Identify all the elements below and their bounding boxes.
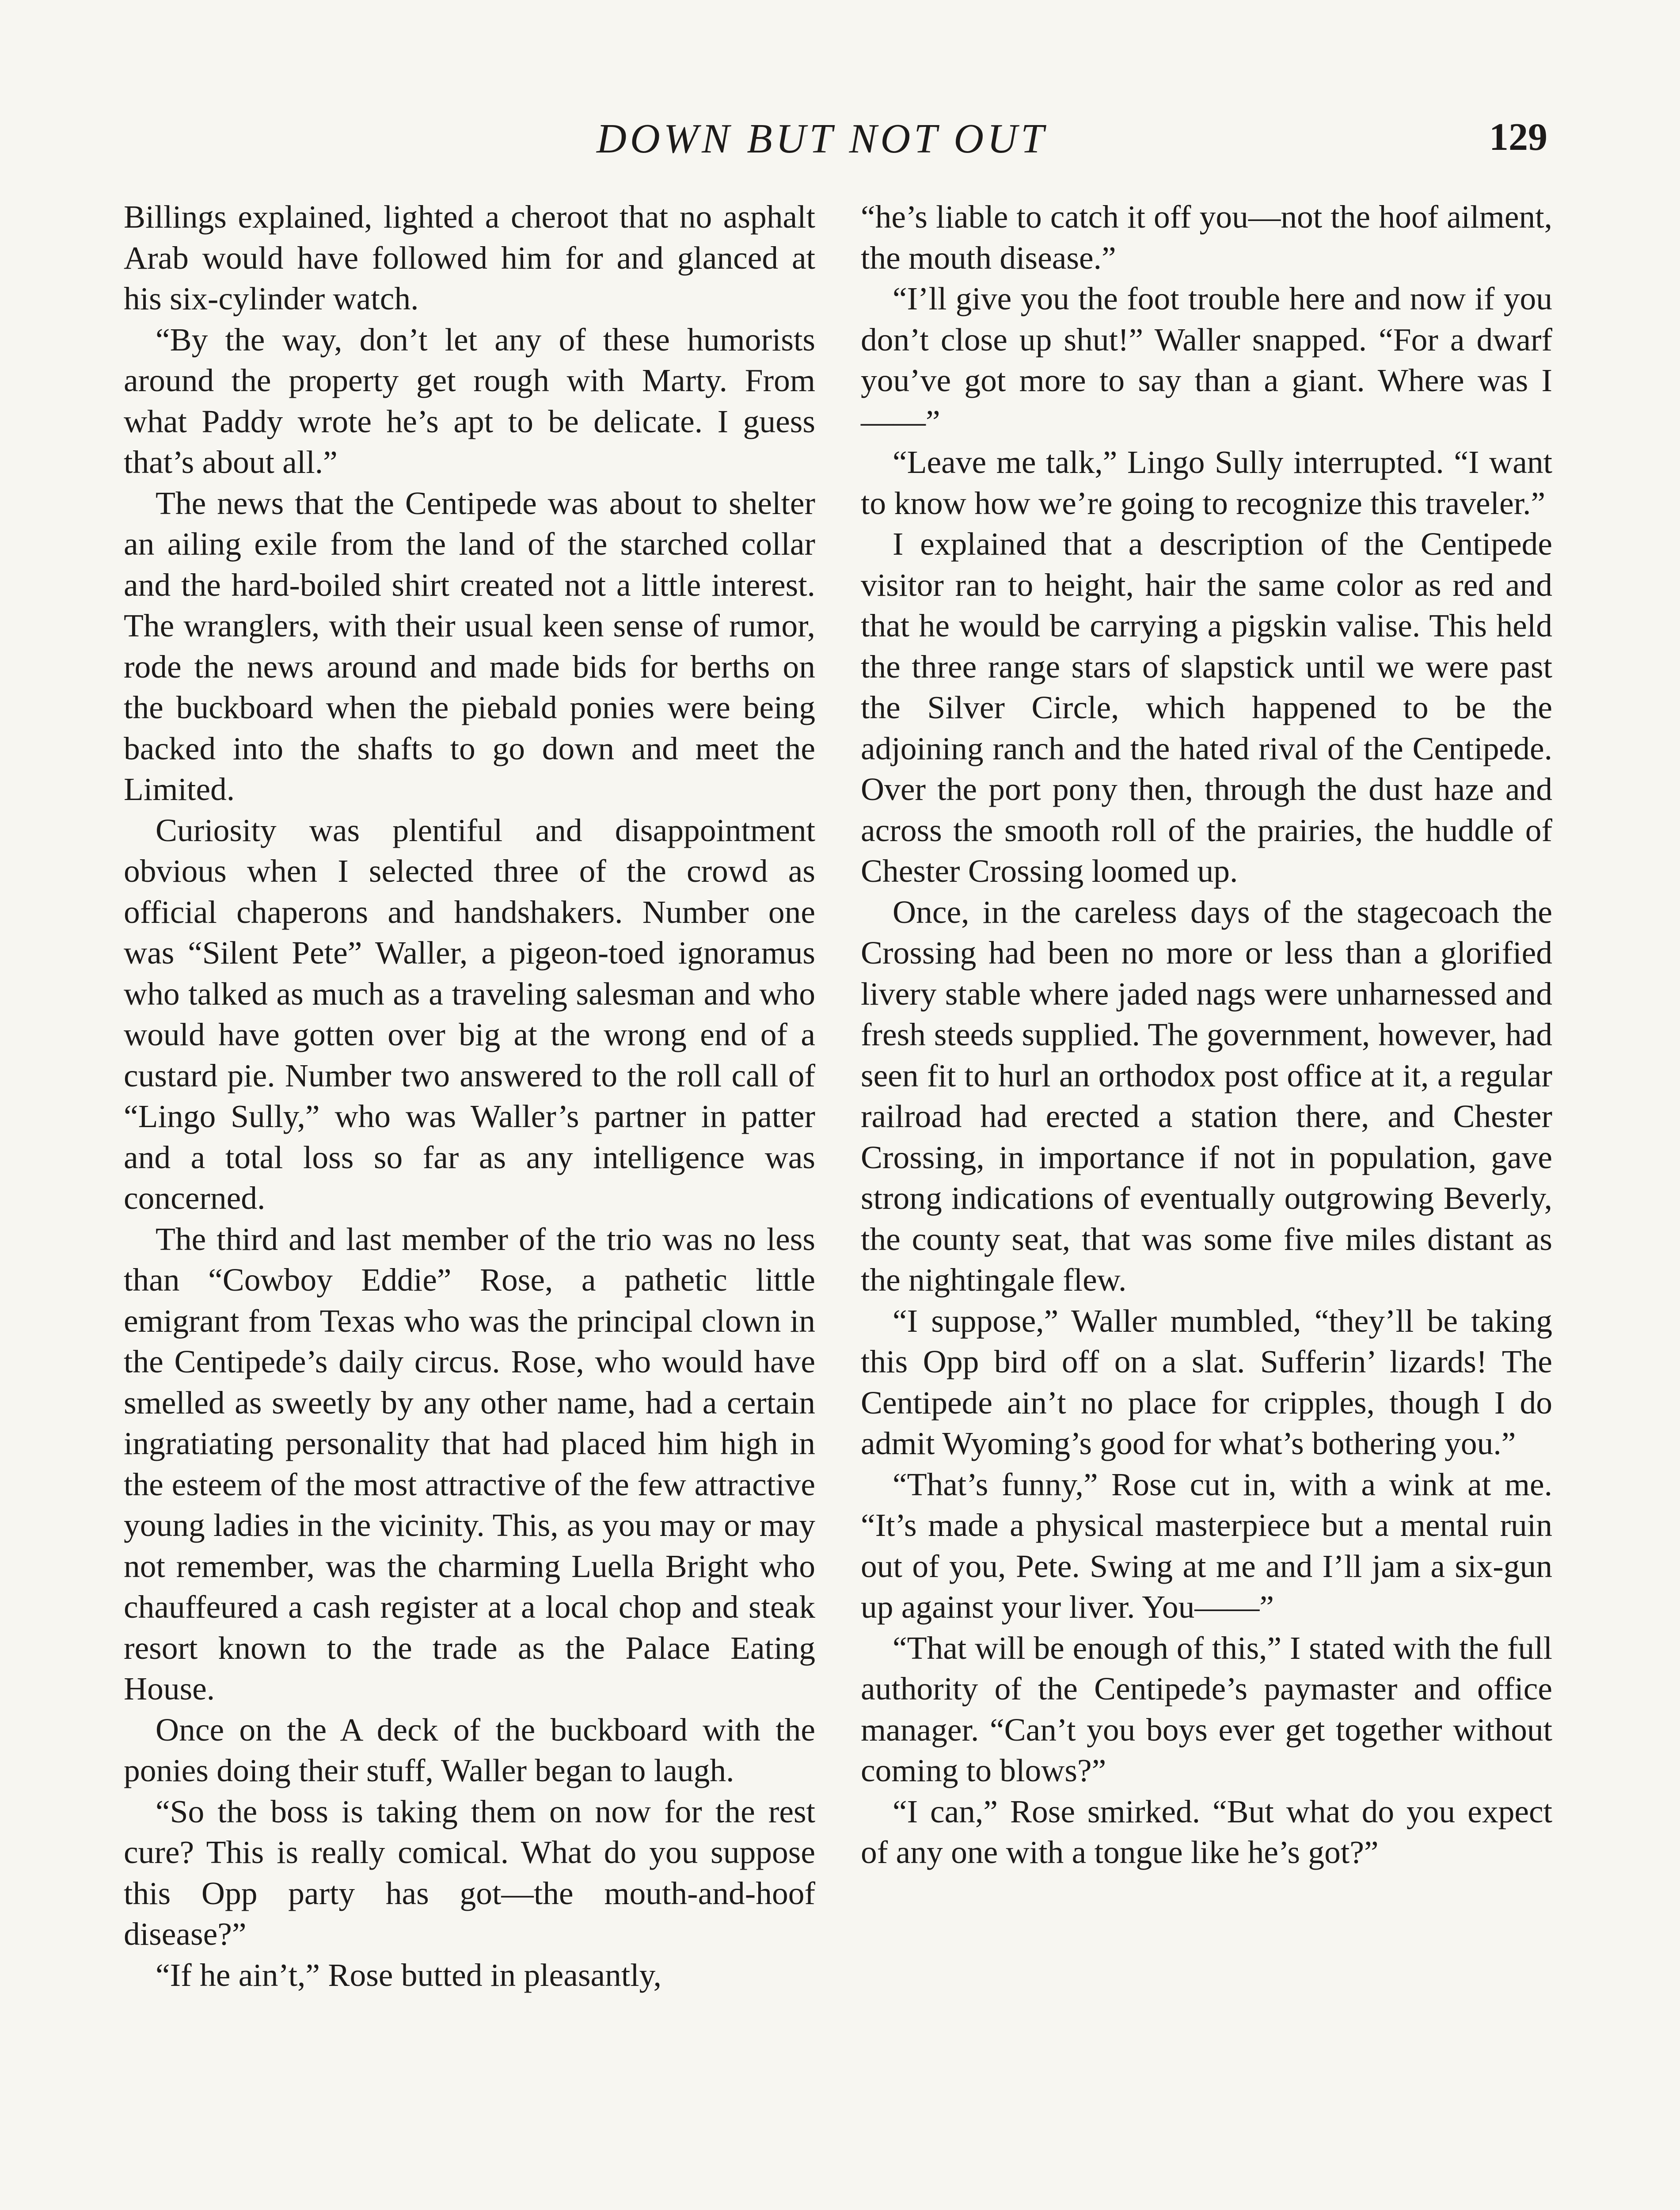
paragraph: “I can,” Rose smirked. “But what do you expect of any one with a tongue like he’s got?” bbox=[861, 1793, 1552, 1870]
paragraph: “If he ain’t,” Rose butted in pleasantly, bbox=[156, 1957, 662, 1993]
paragraph: “That’s funny,” Rose cut in, with a wink at me. “It’s made a physical masterpiece but a mental ruin out of you, Pete. Swing at me and I’ll jam a six-gun up against your liver. You——” bbox=[861, 1466, 1552, 1625]
page-number: 129 bbox=[1489, 116, 1547, 159]
page-header bbox=[0, 115, 1680, 177]
paragraph: The news that the Centipede was about to shelter an ailing exile from the land of the starched collar and the hard-boiled shirt created not a little interest. The wranglers, with their usual keen sense of rumor, rode the news around and made bids for berths on the buckboard when the piebald ponies were being backed into the shafts to go down and meet the Limited. bbox=[124, 485, 815, 807]
paragraph: “By the way, don’t let any of these humorists around the property get rough with Marty. From what Paddy wrote he’s apt to be delicate. I guess that’s about all.” bbox=[124, 321, 815, 480]
paragraph: “That will be enough of this,” I stated with the full authority of the Centipede’s paymaster and office manager. “Can’t you boys ever get together without coming to blows?” bbox=[861, 1630, 1552, 1788]
paragraph: Billings explained, lighted a cheroot that no asphalt Arab would have followed him for and glanced at his six-cylinder watch. bbox=[124, 199, 815, 316]
paragraph: I explained that a description of the Centipede visitor ran to height, hair the same color as red and that he would be carrying a pigskin valise. This held the three range stars of slapstick until we were past the Silver Circle, which happened to be the adjoining ranch and the hated rival of the Centipede. Over the port pony then, through the dust haze and across the smooth roll of the prairies, the huddle of Chester Crossing loomed up. bbox=[861, 526, 1552, 889]
left-text-column bbox=[124, 197, 815, 1996]
paragraph: “So the boss is taking them on now for the rest cure? This is really comical. What do you suppose this Opp party has got—the mouth-and-hoof disease?” bbox=[124, 1793, 815, 1952]
paragraph: “I’ll give you the foot trouble here and now if you don’t close up shut!” Waller snapped. “For a dwarf you’ve got more to say than a giant. Where was I——” bbox=[861, 281, 1552, 439]
paragraph: The third and last member of the trio was no less than “Cowboy Eddie” Rose, a pathetic little emigrant from Texas who was the principal clown in the Centipede’s daily circus. Rose, who would have smelled as sweetly by any other name, had a certain ingratiating personality that had placed him high in the esteem of the most attractive of the few attractive young ladies in the vicinity. This, as you may or may not remember, was the charming Luella Bright who chauffeured a cash register at a local chop and steak resort known to the trade as the Palace Eating House. bbox=[124, 1221, 815, 1707]
paragraph: “I suppose,” Waller mumbled, “they’ll be taking this Opp bird off on a slat. Sufferin’ lizards! The Centipede ain’t no place for cripples, though I do admit Wyoming’s good for what’s bothering you.” bbox=[861, 1303, 1552, 1461]
paragraph: Once, in the careless days of the stagecoach the Crossing had been no more or less than a glorified livery stable where jaded nags were unharnessed and fresh steeds supplied. The government, however, had seen fit to hurl an orthodox post office at it, a regular railroad had erected a station there, and Chester Crossing, in importance if not in population, gave strong indications of eventually outgrowing Beverly, the county seat, that was some five miles distant as the nightingale flew. bbox=[861, 894, 1552, 1298]
paragraph: Curiosity was plentiful and disappointment obvious when I selected three of the crowd as official chaperons and handshakers. Number one was “Silent Pete” Waller, a pigeon-toed ignoramus who talked as much as a traveling salesman and who would have gotten over big at the wrong end of a custard pie. Number two answered to the roll call of “Lingo Sully,” who was Waller’s partner in patter and a total loss so far as any intelligence was concerned. bbox=[124, 812, 815, 1216]
running-title: DOWN BUT NOT OUT bbox=[597, 116, 1048, 162]
paragraph: “Leave me talk,” Lingo Sully interrupted. “I want to know how we’re going to recognize this traveler.” bbox=[861, 444, 1552, 521]
paragraph: Once on the A deck of the buckboard with the ponies doing their stuff, Waller began to laugh. bbox=[124, 1711, 815, 1788]
right-text-column bbox=[861, 197, 1552, 1873]
paragraph: “he’s liable to catch it off you—not the hoof ailment, the mouth disease.” bbox=[861, 199, 1552, 276]
